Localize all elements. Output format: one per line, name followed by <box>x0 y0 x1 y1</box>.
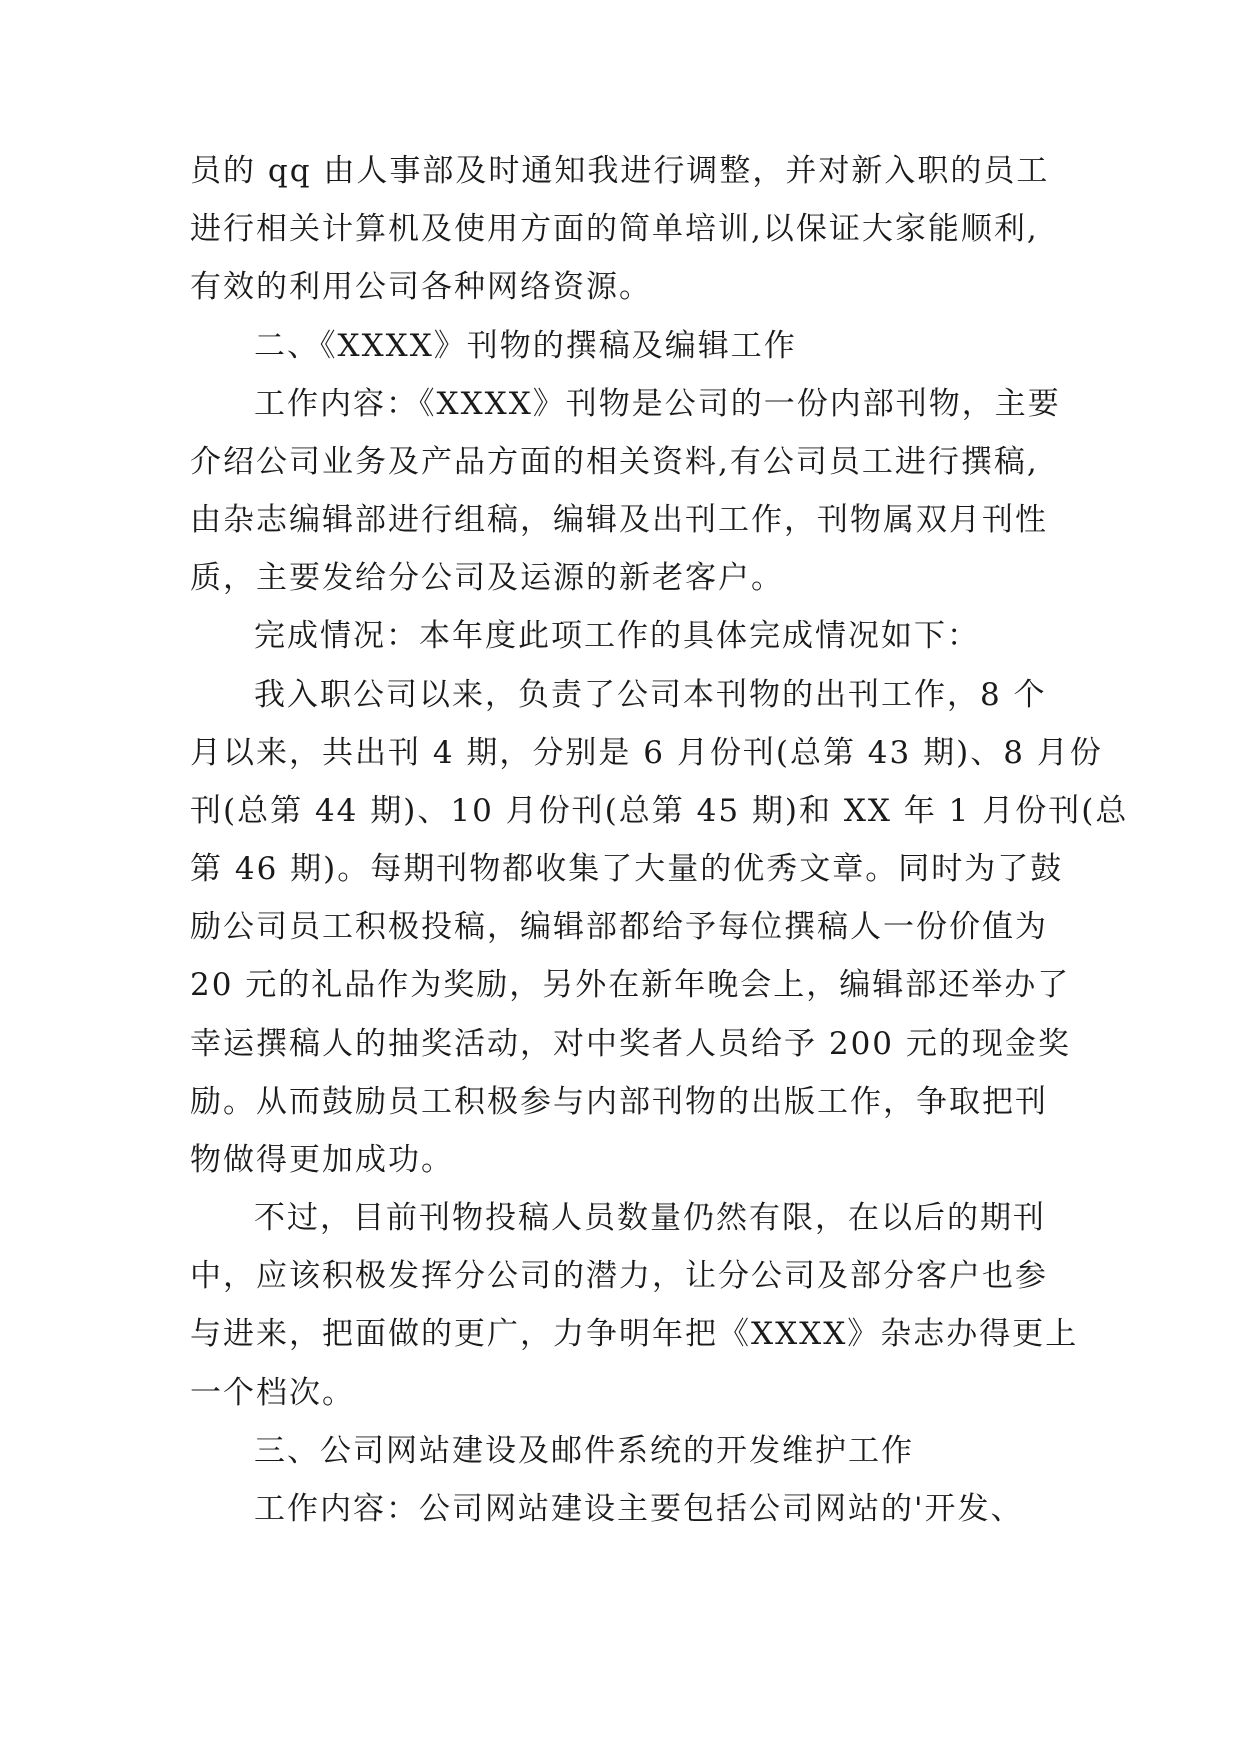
text-line: 由杂志编辑部进行组稿，编辑及出刊工作，刊物属双月刊性 <box>190 502 1048 538</box>
text-line: 介绍公司业务及产品方面的相关资料,有公司员工进行撰稿, <box>190 444 1039 480</box>
text-line: 不过，目前刊物投稿人员数量仍然有限，在以后的期刊 <box>254 1200 1046 1236</box>
text-line: 工作内容：《XXXX》刊物是公司的一份内部刊物，主要 <box>254 386 1061 422</box>
text-line: 工作内容：公司网站建设主要包括公司网站的'开发、 <box>254 1491 1024 1527</box>
text-line: 进行相关计算机及使用方面的简单培训,以保证大家能顺利, <box>190 211 1039 247</box>
text-line: 物做得更加成功。 <box>190 1142 454 1178</box>
text-line: 20 元的礼品作为奖励，另外在新年晚会上，编辑部还举办了 <box>190 967 1071 1003</box>
text-line: 一个档次。 <box>190 1375 355 1411</box>
text-line: 刊(总第 44 期)、10 月份刊(总第 45 期)和 XX 年 1 月份刊(总 <box>190 793 1129 829</box>
text-line: 幸运撰稿人的抽奖活动，对中奖者人员给予 200 元的现金奖 <box>190 1026 1071 1062</box>
text-line: 第 46 期)。每期刊物都收集了大量的优秀文章。同时为了鼓 <box>190 851 1064 887</box>
text-line: 中，应该积极发挥分公司的潜力，让分公司及部分客户也参 <box>190 1258 1048 1294</box>
text-line: 完成情况：本年度此项工作的具体完成情况如下： <box>254 618 980 654</box>
text-line: 与进来，把面做的更广，力争明年把《XXXX》杂志办得更上 <box>190 1316 1079 1352</box>
section-heading: 三、公司网站建设及邮件系统的开发维护工作 <box>254 1433 914 1469</box>
text-line: 有效的利用公司各种网络资源。 <box>190 269 652 305</box>
section-heading: 二、《XXXX》刊物的撰稿及编辑工作 <box>254 328 797 364</box>
text-line: 励公司员工积极投稿，编辑部都给予每位撰稿人一份价值为 <box>190 909 1048 945</box>
text-line: 月以来，共出刊 4 期，分别是 6 月份刊(总第 43 期)、8 月份 <box>190 735 1103 771</box>
text-line: 质，主要发给分公司及运源的新老客户。 <box>190 560 784 596</box>
text-line: 励。从而鼓励员工积极参与内部刊物的出版工作，争取把刊 <box>190 1084 1048 1120</box>
text-line: 我入职公司以来，负责了公司本刊物的出刊工作，8 个 <box>254 677 1047 713</box>
text-line: 员的 qq 由人事部及时通知我进行调整，并对新入职的员工 <box>190 153 1050 189</box>
